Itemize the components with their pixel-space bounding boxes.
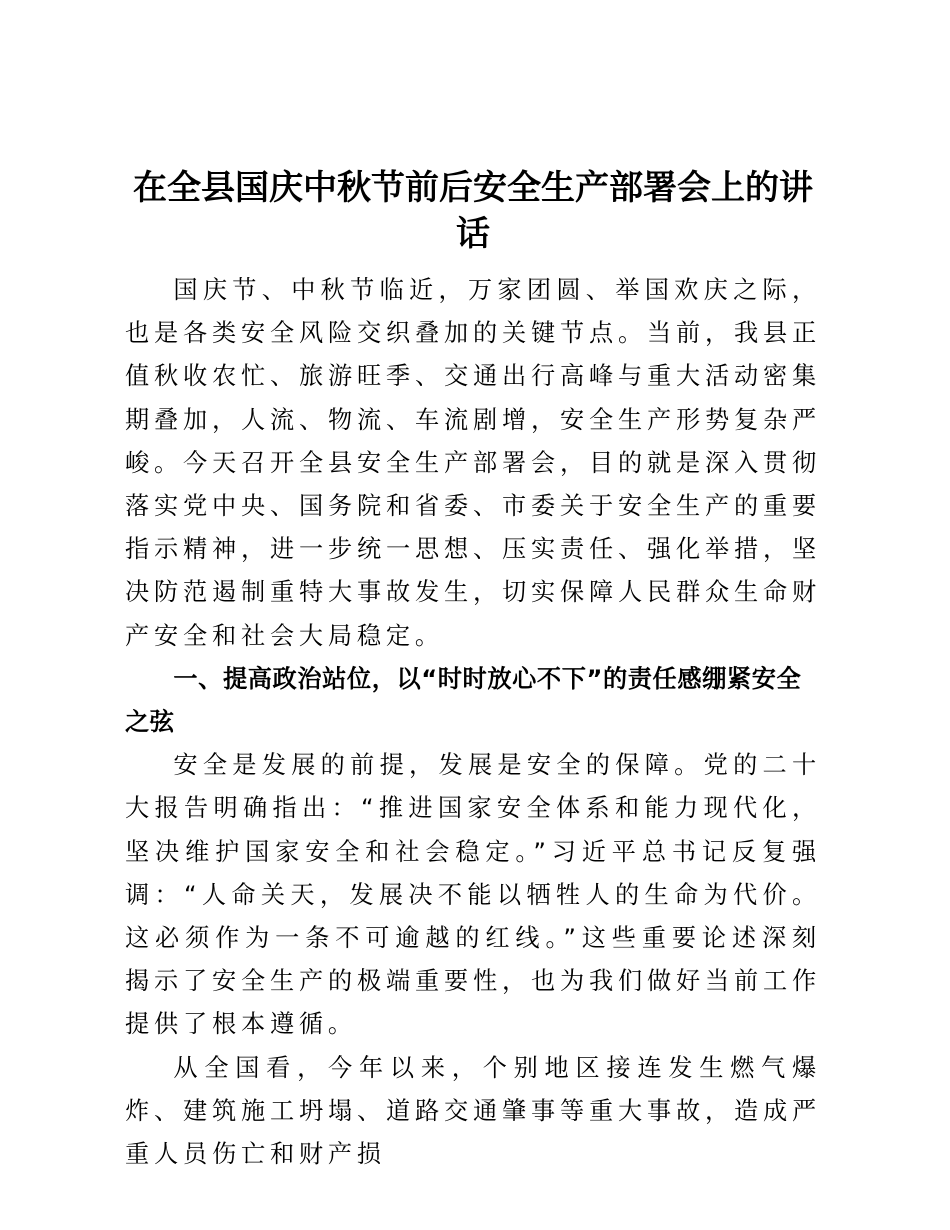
body-paragraph-2: 从全国看，今年以来，个别地区接连发生燃气爆炸、建筑施工坍塌、道路交通肇事等重大事故，造成严重人员伤亡和财产损 (125, 1053, 821, 1169)
section-heading-1: 一、提高政治站位，以“时时放心不下”的责任感绷紧安全之弦 (125, 664, 802, 737)
document-page (125, 165, 821, 1176)
intro-paragraph: 国庆节、中秋节临近，万家团圆、举国欢庆之际，也是各类安全风险交织叠加的关键节点。当前，我县正值秋收农忙、旅游旺季、交通出行高峰与重大活动密集期叠加，人流、物流、车流剧增，安全生产形势复杂严峻。今天召开全县安全生产部署会，目的就是深入贯彻落实党中央、国务院和省委、市委关于安全生产的重要指示精神，进一步统一思想、压实责任、强化举措，坚决防范遏制重特大事故发生，切实保障人民群众生命财产安全和社会大局稳定。 (125, 276, 821, 650)
body-paragraph-1: 安全是发展的前提，发展是安全的保障。党的二十大报告明确指出：“推进国家安全体系和能力现代化，坚决维护国家安全和社会稳定。”习近平总书记反复强调：“人命关天，发展决不能以牺牲人的生命为代价。这必须作为一条不可逾越的红线。”这些重要论述深刻揭示了安全生产的极端重要性，也为我们做好当前工作提供了根本遵循。 (125, 751, 821, 1039)
document-title: 在全县国庆中秋节前后安全生产部署会上的讲话 (133, 168, 813, 254)
